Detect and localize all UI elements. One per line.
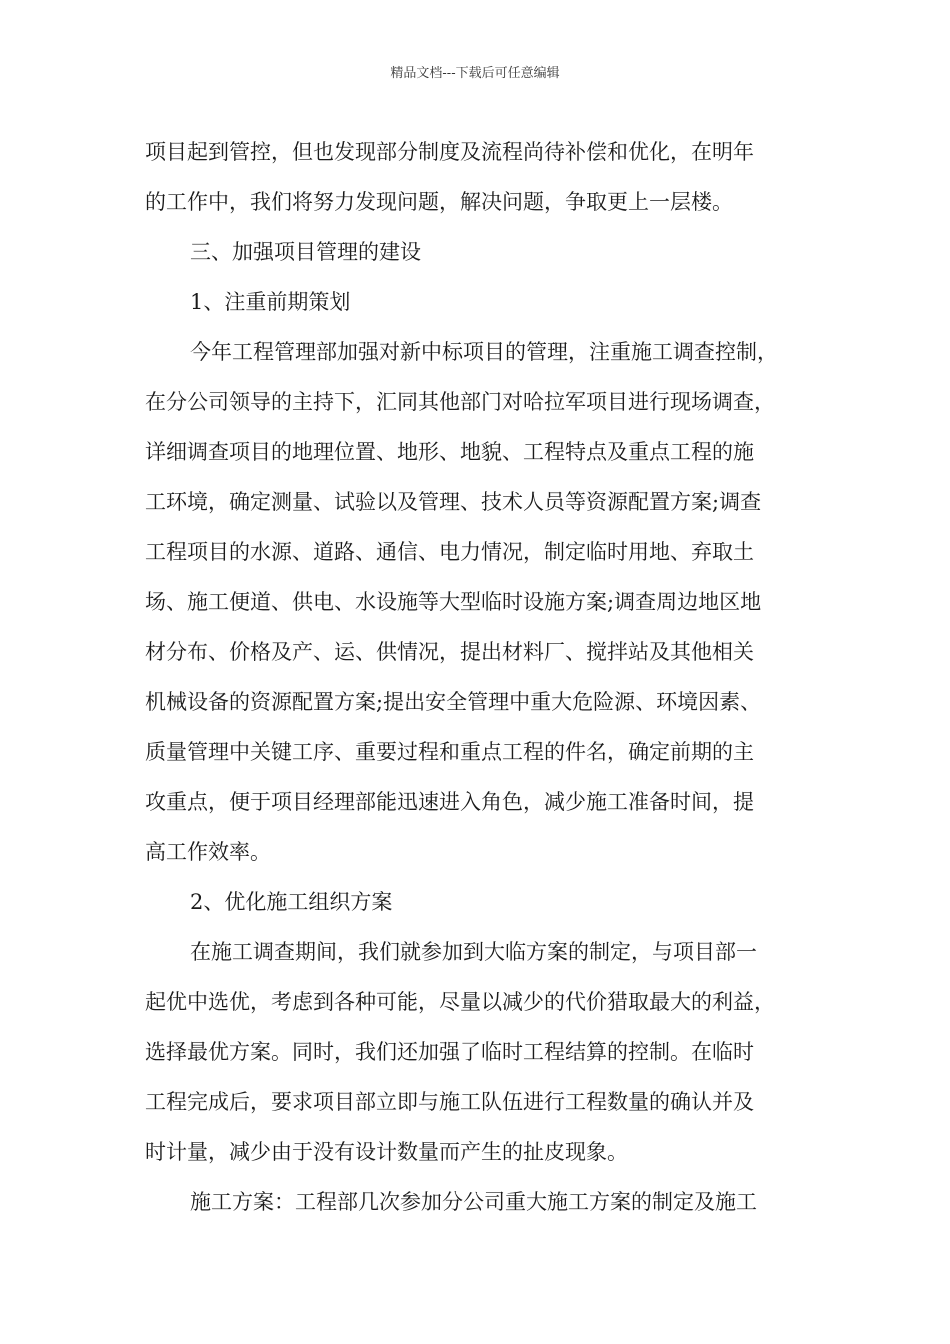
subsection-heading: 2、优化施工组织方案	[190, 890, 393, 914]
paragraph-line: 攻重点，便于项目经理部能迅速进入角色，减少施工准备时间，提	[145, 790, 754, 814]
section-heading: 三、加强项目管理的建设	[190, 240, 421, 264]
paragraph-line: 选择最优方案。同时，我们还加强了临时工程结算的控制。在临时	[145, 1040, 754, 1064]
subsection-heading: 1、注重前期策划	[190, 290, 351, 314]
page-header: 精品文档---下载后可任意编辑	[390, 66, 560, 81]
paragraph-line: 场、施工便道、供电、水设施等大型临时设施方案;调查周边地区地	[145, 590, 762, 614]
paragraph-line: 在分公司领导的主持下，汇同其他部门对哈拉军项目进行现场调查，	[145, 390, 775, 414]
paragraph-line: 工环境，确定测量、试验以及管理、技术人员等资源配置方案;调查	[145, 490, 762, 514]
paragraph-line: 时计量，减少由于没有设计数量而产生的扯皮现象。	[145, 1140, 628, 1164]
paragraph-line: 机械设备的资源配置方案;提出安全管理中重大危险源、环境因素、	[145, 690, 762, 714]
paragraph-line: 高工作效率。	[145, 840, 271, 864]
paragraph-line: 质量管理中关键工序、重要过程和重点工程的件名，确定前期的主	[145, 740, 754, 764]
paragraph-line: 项目起到管控，但也发现部分制度及流程尚待补偿和优化，在明年	[145, 140, 754, 164]
paragraph-line: 详细调查项目的地理位置、地形、地貌、工程特点及重点工程的施	[145, 440, 754, 464]
paragraph-line: 工程项目的水源、道路、通信、电力情况，制定临时用地、弃取土	[145, 540, 754, 564]
paragraph-line: 今年工程管理部加强对新中标项目的管理，注重施工调查控制，	[190, 340, 778, 364]
paragraph-line: 材分布、价格及产、运、供情况，提出材料厂、搅拌站及其他相关	[145, 640, 754, 664]
paragraph-line: 起优中选优，考虑到各种可能，尽量以减少的代价猎取最大的利益，	[145, 990, 775, 1014]
paragraph-line: 的工作中，我们将努力发现问题，解决问题，争取更上一层楼。	[145, 190, 733, 214]
paragraph-line: 工程完成后，要求项目部立即与施工队伍进行工程数量的确认并及	[145, 1090, 754, 1114]
document-body	[145, 134, 825, 1234]
paragraph-line: 施工方案：工程部几次参加分公司重大施工方案的制定及施工	[190, 1190, 757, 1214]
paragraph-line: 在施工调查期间，我们就参加到大临方案的制定，与项目部一	[190, 940, 757, 964]
